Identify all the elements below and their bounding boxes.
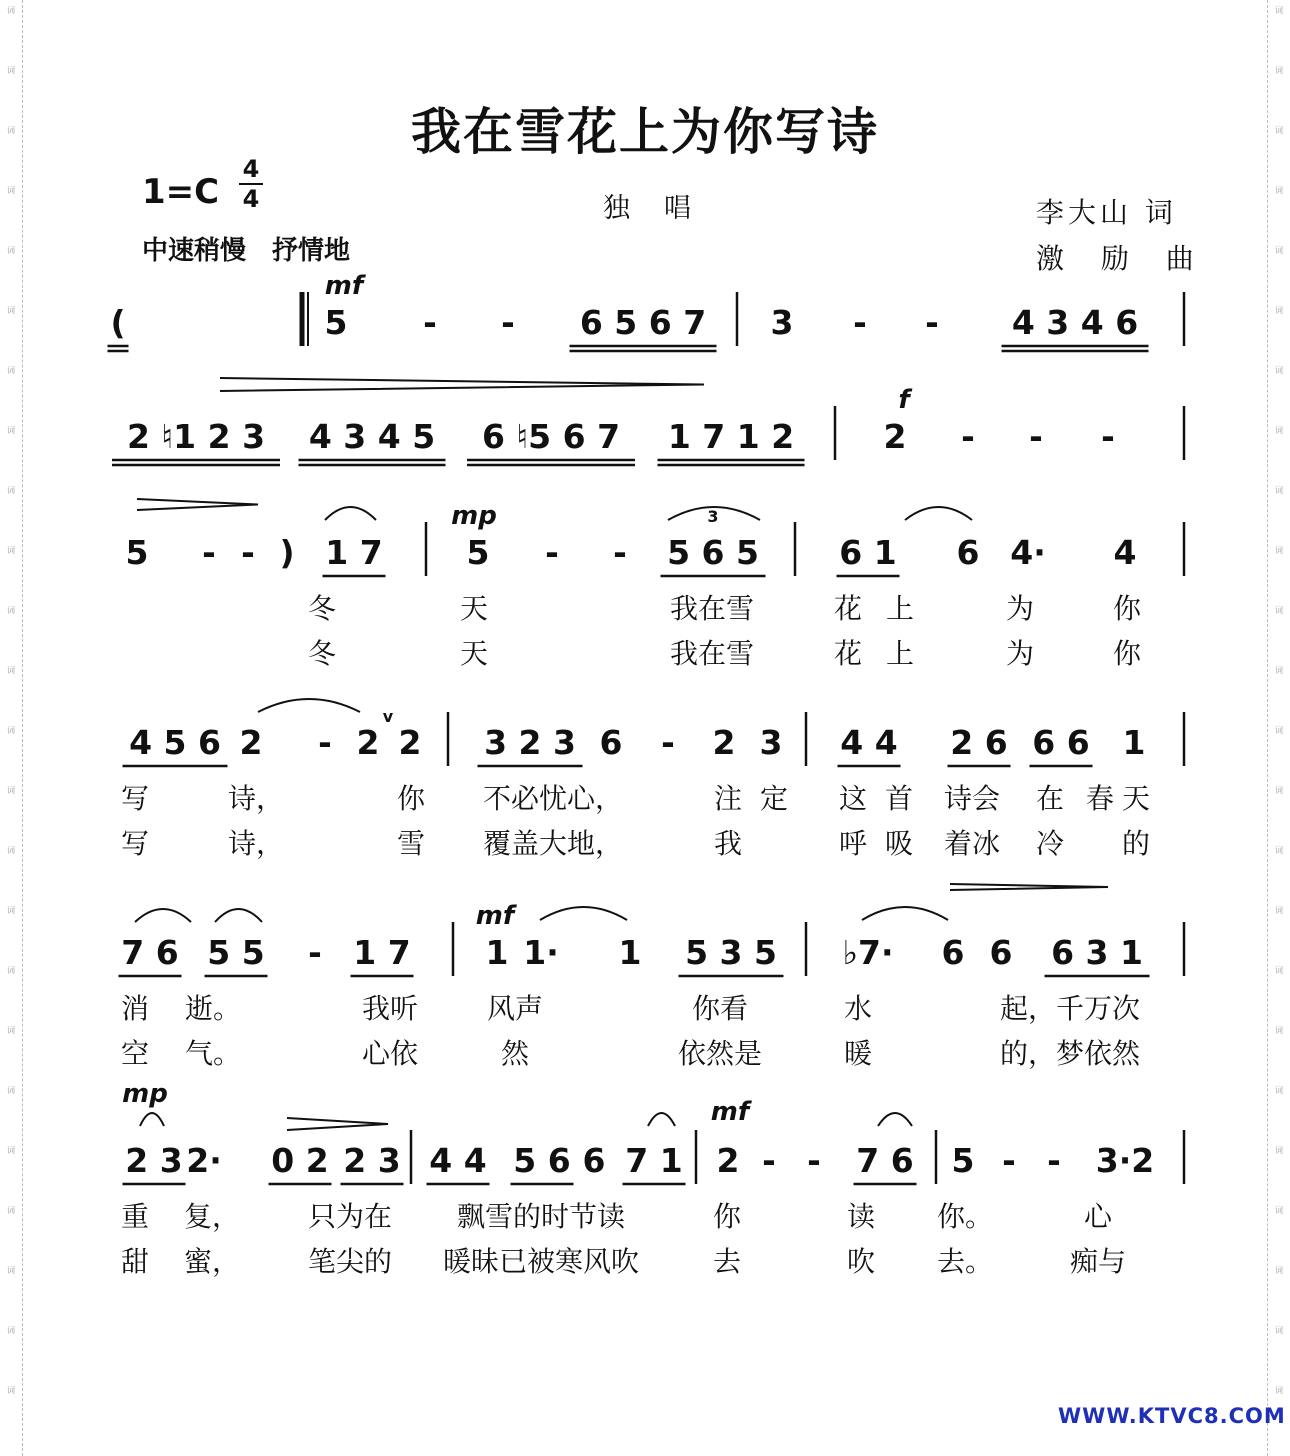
lyric-syllable: 你看 [691,992,749,1025]
lyric-syllable: 我在雪 [669,637,755,670]
breath-mark: v [382,707,394,726]
slur-arc [325,507,376,520]
lyric-syllable: 冬 [307,637,337,670]
lyric-syllable: 笔尖的 [307,1245,393,1278]
dynamic-marking: mp [451,501,497,531]
margin-watermark-char: 词 [1275,726,1283,735]
margin-watermark-char: 词 [1275,1386,1283,1395]
lyric-syllable: 注 [713,782,743,815]
score-note-group: 7 6 [121,933,179,972]
margin-watermark-char: 词 [7,1086,15,1095]
lyric-syllable: 诗， [227,782,285,815]
score-note-group: 4 4 [429,1141,487,1180]
score-note-group: 6 6 [1032,723,1090,762]
score-note-group: 6 [989,933,1013,972]
margin-watermark-char: 词 [1275,546,1283,555]
lyric-syllable: 雪 [396,827,426,860]
lyric-syllable: 不必忧心， [482,782,624,815]
lyric-syllable: 诗会 [943,782,1001,815]
lyric-syllable: 痴与 [1069,1245,1127,1278]
score-note-group: 2 3 [125,1141,183,1180]
lyric-syllable: 起，千万次 [999,992,1141,1025]
margin-watermark-char: 词 [7,6,15,15]
slur-arc [878,1113,912,1126]
margin-watermark-char: 词 [7,906,15,915]
lyric-syllable: 甜 [120,1245,150,1278]
lyric-syllable: 然 [500,1037,530,1070]
score-note-group: 7 1 [625,1141,683,1180]
hairpin [220,378,704,391]
score-dash-or-note: 5 [125,533,149,572]
lyric-syllable: 花 [833,592,863,625]
slur-arc [862,907,948,920]
margin-watermark-char: 词 [7,366,15,375]
lyric-syllable: 我在雪 [669,592,755,625]
margin-watermark-char: 词 [7,186,15,195]
slur-arc [258,699,360,712]
score-dash-or-note: - [853,303,867,342]
margin-watermark-char: 词 [7,1026,15,1035]
margin-watermark-char: 词 [1275,1086,1283,1095]
lyric-syllable: 为 [1005,592,1035,625]
margin-watermark-char: 词 [1275,66,1283,75]
composer-credit: 激 励 曲 [1036,242,1208,275]
slur-arc [135,909,191,922]
lyric-syllable: 覆盖大地， [482,827,624,860]
song-title: 我在雪花上为你写诗 [411,102,879,161]
margin-watermark-char: 词 [1275,486,1283,495]
score-dash-or-note: - [961,417,975,456]
margin-watermark-char: 词 [1275,1026,1283,1035]
score-note-group: 7 6 [856,1141,914,1180]
website-watermark: WWW.KTVC8.COM [1058,1404,1286,1428]
margin-watermark-char: 词 [1275,1266,1283,1275]
score-dash-or-note: - [613,533,627,572]
triplet-mark: 3 [707,507,719,526]
margin-watermark-char: 词 [7,1326,15,1335]
score-dash-or-note: ) [279,533,295,572]
lyric-syllable: 消 [120,992,150,1025]
hairpin [137,499,258,510]
score-dash-or-note: 3 [770,303,794,342]
lyric-syllable: 写 [120,827,150,860]
score-note-group: 6 5 6 7 [579,303,707,342]
score-dash-or-note: ( [110,303,126,342]
score-note-group: 5 6 [513,1141,571,1180]
margin-watermark-char: 词 [1275,126,1283,135]
lyric-syllable: 的 [1121,827,1151,860]
lyric-syllable: 暖昧已被寒风吹 [442,1245,640,1278]
score-note-group: 2· [186,1141,222,1180]
lyric-syllable: 首 [884,782,914,815]
margin-watermark-char: 词 [7,1266,15,1275]
margin-watermark-char: 词 [1275,1146,1283,1155]
score-dash-or-note: - [318,723,332,762]
margin-watermark-char: 词 [1275,666,1283,675]
lyric-syllable: 呼 [838,827,868,860]
lyric-syllable: 心 [1083,1200,1113,1233]
score-note-group: 1 [1122,723,1146,762]
score-note-group: 4 [1113,533,1137,572]
time-signature-top: 4 [242,155,260,183]
score-note-group: 6 ♮5 6 7 [481,417,621,456]
score-dash-or-note: - [241,533,255,572]
score-note-group: 0 2 [271,1141,329,1180]
score-note-group: 2 [712,723,736,762]
score-dash-or-note: - [501,303,515,342]
score-note-group: 2 6 [950,723,1008,762]
margin-watermark-char: 词 [1275,1326,1283,1335]
score-note-group: 3 2 3 [484,723,576,762]
margin-watermark-char: 词 [1275,6,1283,15]
hairpin [287,1118,388,1130]
score-dash-or-note: - [308,933,322,972]
margin-watermark-char: 词 [7,606,15,615]
margin-watermark-char: 词 [7,426,15,435]
lyric-syllable: 冬 [307,592,337,625]
lyric-syllable: 我 [713,827,743,860]
time-signature-bottom: 4 [242,185,260,213]
lyric-syllable: 空 [120,1037,150,1070]
lyric-syllable: 吹 [846,1245,876,1278]
margin-watermark-char: 词 [7,126,15,135]
lyric-syllable: 春 [1085,782,1115,815]
dynamic-marking: f [898,385,910,415]
score-dash-or-note: 5 [466,533,490,572]
score-dash-or-note: 2 [716,1141,740,1180]
lyric-syllable: 你 [396,782,426,815]
key-signature: 1=C [142,172,220,212]
score-note-group: 1 [618,933,642,972]
lyric-syllable: 飘雪的时节读 [456,1200,626,1233]
score-note-group: 6 [956,533,980,572]
score-dash-or-note: - [661,723,675,762]
score-note-group: 6 [941,933,965,972]
score-note-group: 4 4 [840,723,898,762]
lyric-syllable: 写 [120,782,150,815]
lyric-syllable: 复， [183,1200,241,1233]
score-note-group: 2 ♮1 2 3 [126,417,266,456]
lyric-syllable: 依然是 [677,1037,763,1070]
lyric-syllable: 天 [1121,782,1151,815]
margin-watermark-char: 词 [1275,786,1283,795]
performance-type: 独唱 [603,193,725,224]
tempo-marking: 中速稍慢 抒情地 [142,236,351,266]
lyric-syllable: 我听 [361,992,419,1025]
lyric-syllable: 上 [885,637,915,670]
lyric-syllable: 你。 [936,1200,994,1233]
margin-watermark-char: 词 [7,1206,15,1215]
score-dash-or-note: - [1101,417,1115,456]
score-dash-or-note: - [1047,1141,1061,1180]
lyric-syllable: 蜜， [183,1245,241,1278]
margin-watermark-char: 词 [1275,846,1283,855]
score-dash-or-note: - [762,1141,776,1180]
lyric-syllable: 你 [712,1200,742,1233]
lyric-syllable: 风声 [486,992,544,1025]
margin-watermark-char: 词 [1275,306,1283,315]
margin-watermark-char: 词 [7,546,15,555]
score-note-group: 5 5 [207,933,265,972]
slur-arc [540,907,627,920]
margin-watermark-char: 词 [7,966,15,975]
score-note-group: 3 [759,723,783,762]
score-dash-or-note: 5 [951,1141,975,1180]
lyric-syllable: 吸 [884,827,914,860]
score-note-group: 3·2 [1095,1141,1155,1180]
margin-watermark-char: 词 [7,786,15,795]
score-dash-or-note: - [202,533,216,572]
margin-watermark-char: 词 [7,1146,15,1155]
score-dash-or-note: - [807,1141,821,1180]
lyric-syllable: 你 [1112,592,1142,625]
score-note-group: 5 3 5 [685,933,777,972]
score-dash-or-note: - [423,303,437,342]
margin-watermark-char: 词 [1275,186,1283,195]
dynamic-marking: mp [122,1079,168,1109]
lyric-syllable: 逝。 [184,992,242,1025]
score-note-group: 4 3 4 6 [1011,303,1139,342]
margin-watermark-char: 词 [1275,906,1283,915]
score-note-group: 4 5 6 [129,723,221,762]
lyric-syllable: 只为在 [307,1200,393,1233]
margin-watermark-char: 词 [1275,966,1283,975]
margin-watermark-char: 词 [1275,606,1283,615]
margin-watermark-char: 词 [7,726,15,735]
margin-watermark-char: 词 [1275,426,1283,435]
lyric-syllable: 在 [1035,782,1065,815]
lyric-syllable: 这 [838,782,868,815]
margin-watermark-char: 词 [7,246,15,255]
lyric-syllable: 花 [833,637,863,670]
lyric-syllable: 你 [1112,637,1142,670]
score-note-group: 5 6 5 [667,533,759,572]
score-note-group: 2 [239,723,263,762]
margin-watermark-char: 词 [1275,246,1283,255]
score-dash-or-note: - [925,303,939,342]
lyric-syllable: 天 [459,637,489,670]
score-note-group: 2 3 [343,1141,401,1180]
slur-arc [215,909,262,922]
slur-arc [648,1113,675,1126]
lyric-syllable: 着冰 [943,827,1001,860]
score-dash-or-note: 2 [883,417,907,456]
score-dash-or-note: 5 [324,303,348,342]
score-dash-or-note: - [1029,417,1043,456]
score-note-group: 4· [1010,533,1046,572]
score-dash-or-note: - [1002,1141,1016,1180]
margin-watermark-char: 词 [7,1386,15,1395]
dynamic-marking: mf [710,1097,750,1127]
score-note-group: 6 [582,1141,606,1180]
lyric-syllable: 天 [459,592,489,625]
score-note-group: 6 3 1 [1051,933,1143,972]
lyric-syllable: 读 [846,1200,876,1233]
lyric-syllable: 重 [120,1200,150,1233]
score-note-group: ♭7· [842,933,894,972]
score-note-group: 6 [599,723,623,762]
lyric-syllable: 的，梦依然 [999,1037,1141,1070]
margin-watermark-char: 词 [1275,1206,1283,1215]
margin-watermark-char: 词 [7,666,15,675]
score-dash-or-note: - [545,533,559,572]
score-note-group: 2 [356,723,380,762]
margin-watermark-char: 词 [7,846,15,855]
lyric-syllable: 去。 [936,1245,994,1278]
lyric-syllable: 冷 [1035,827,1065,860]
score-note-group: 1· [523,933,559,972]
dynamic-marking: mf [475,901,515,931]
score-note-group: 1 7 [325,533,383,572]
score-note-group: 6 1 [839,533,897,572]
hairpin [950,884,1108,890]
score-note-group: 4 3 4 5 [308,417,436,456]
lyric-syllable: 诗， [227,827,285,860]
margin-watermark-char: 词 [7,486,15,495]
margin-watermark-char: 词 [1275,366,1283,375]
lyricist-credit: 李大山 词 [1036,196,1177,229]
lyric-syllable: 气。 [184,1037,242,1070]
score-note-group: 1 7 1 2 [667,417,795,456]
score-note-group: 2 [398,723,422,762]
lyric-syllable: 上 [885,592,915,625]
slur-arc [905,507,972,520]
margin-watermark-char: 词 [7,66,15,75]
dynamic-marking: mf [324,271,364,301]
lyric-syllable: 为 [1005,637,1035,670]
score-note-group: 1 7 [353,933,411,972]
lyric-syllable: 暖 [843,1037,873,1070]
lyric-syllable: 定 [759,782,789,815]
score-note-group: 1 [485,933,509,972]
lyric-syllable: 水 [843,992,873,1025]
margin-watermark-char: 词 [7,306,15,315]
slur-arc [140,1113,164,1126]
lyric-syllable: 心依 [361,1037,419,1070]
lyric-syllable: 去 [712,1245,742,1278]
